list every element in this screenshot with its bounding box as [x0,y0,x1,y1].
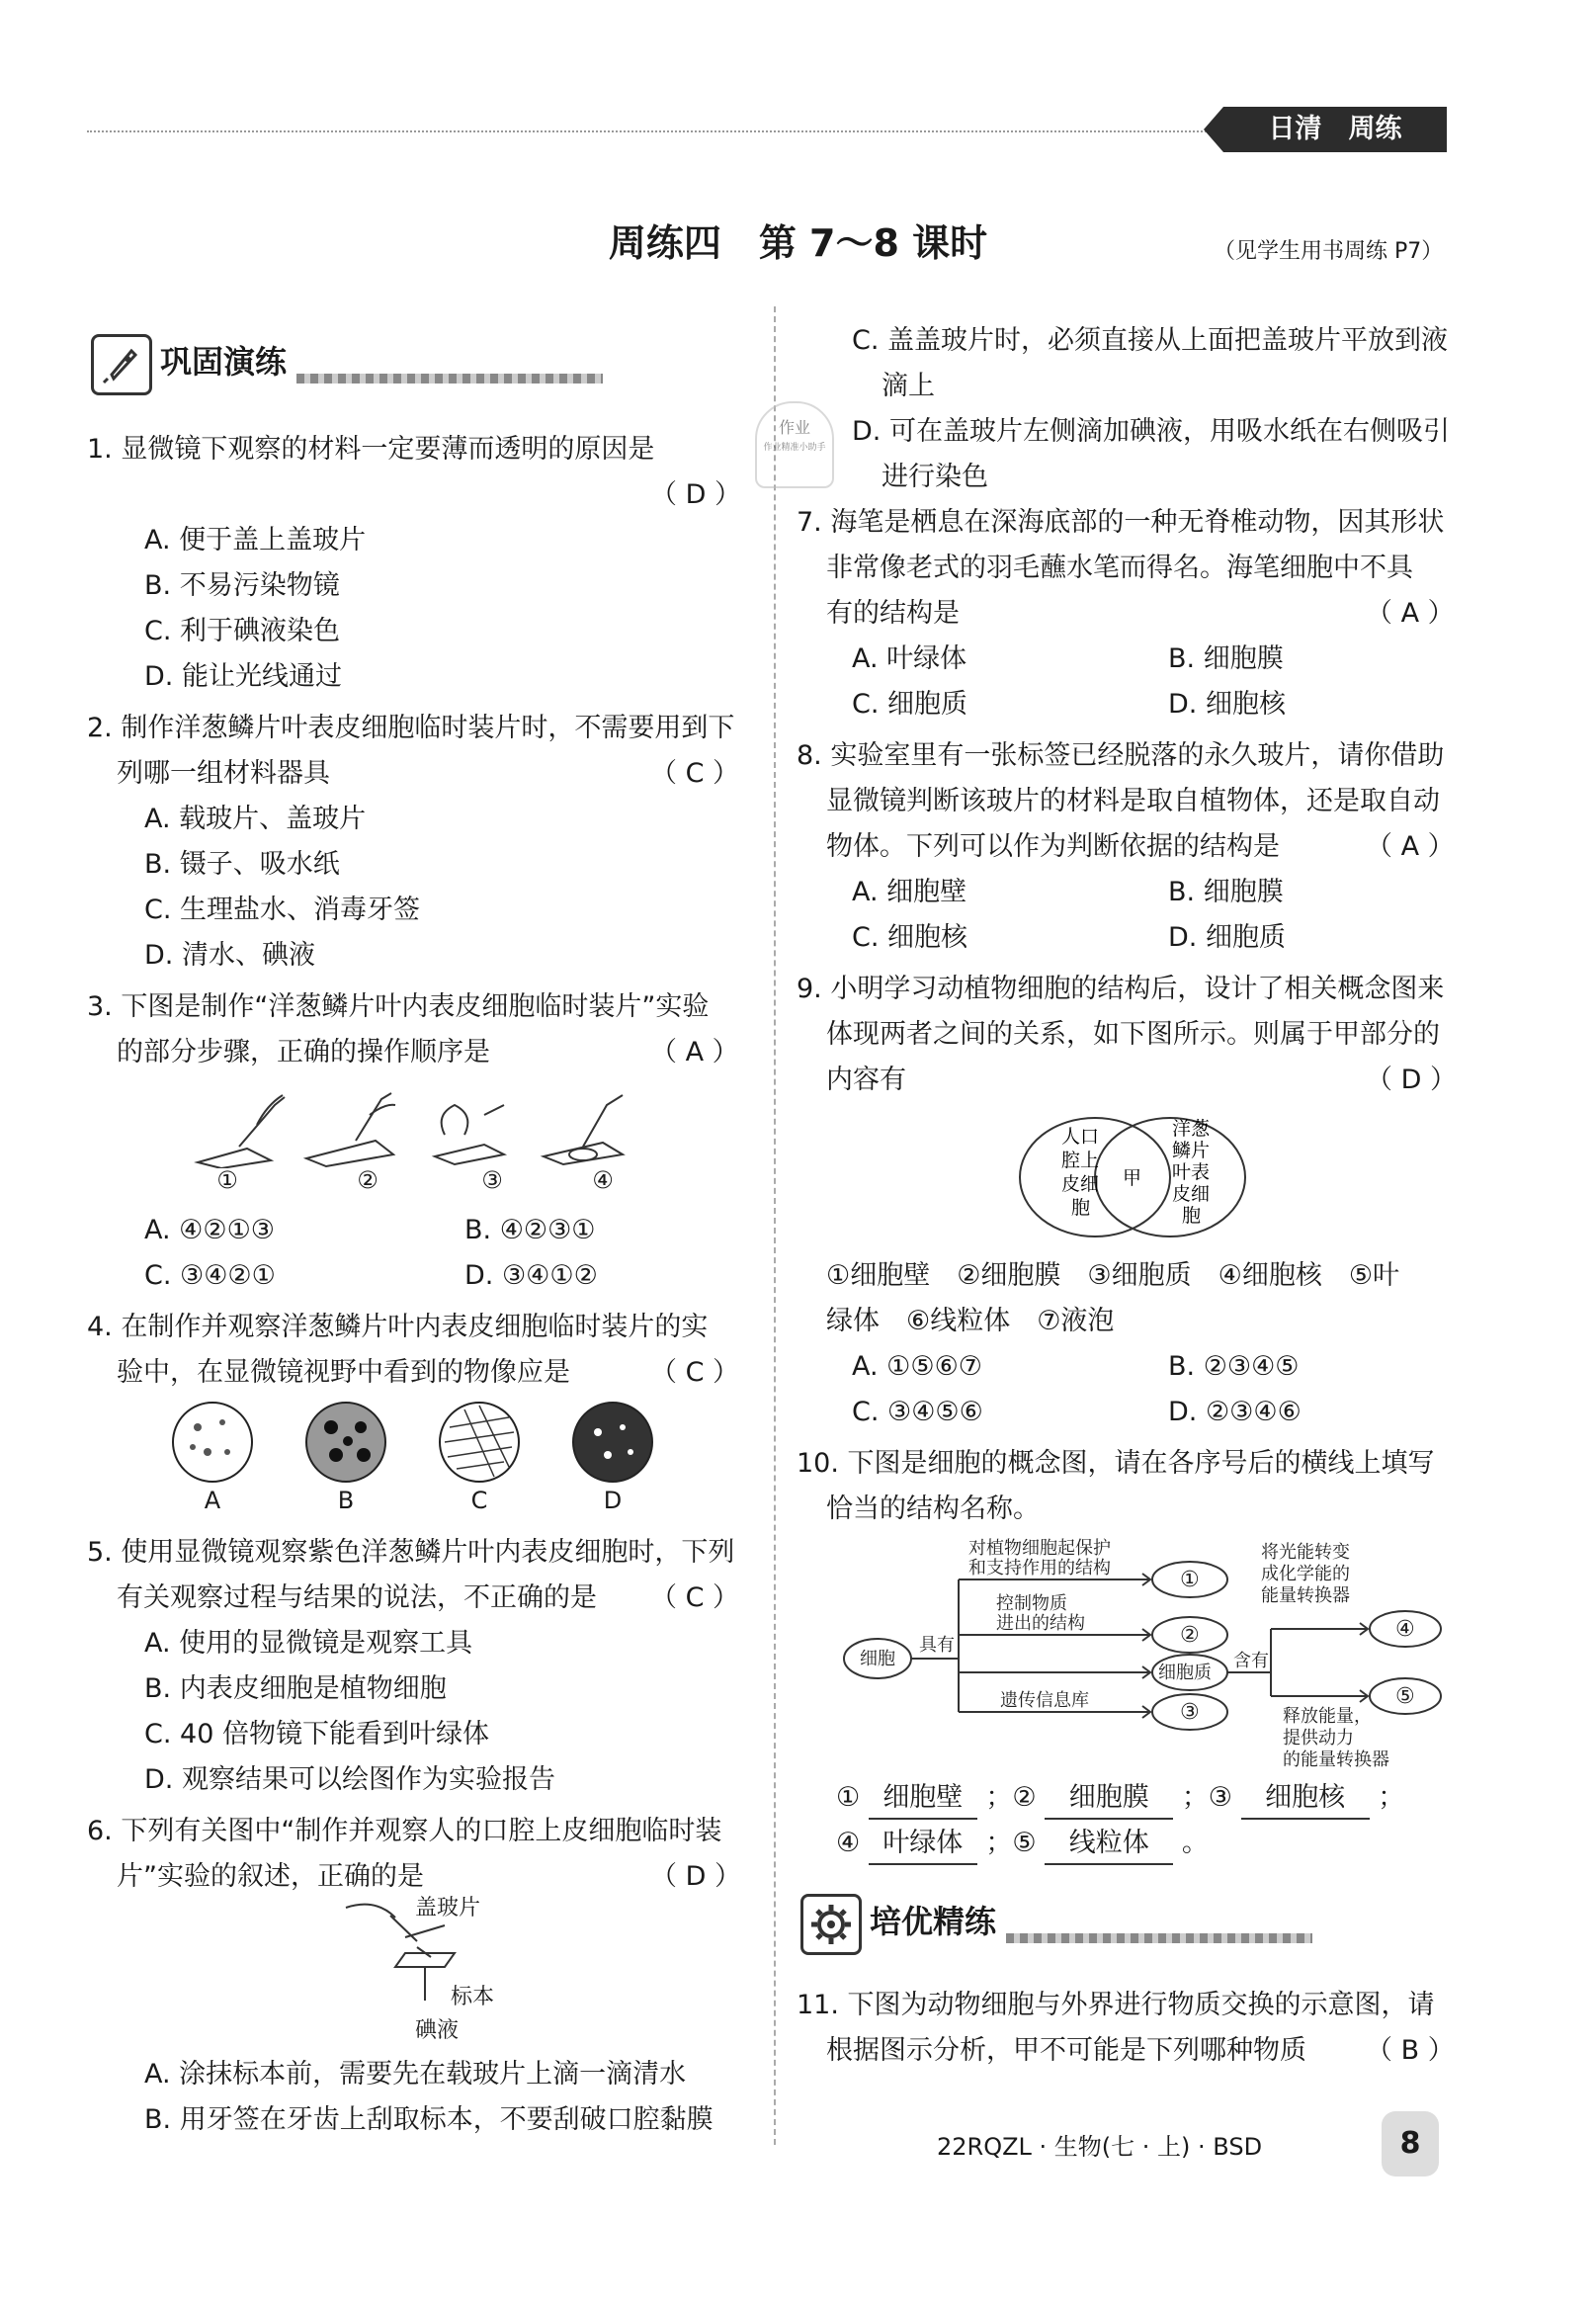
venn-left-line-2: 腔上 [1061,1150,1100,1171]
q2-option-c: C. 生理盐水、消毒牙签 [144,895,421,925]
q7-stem-3: 有的结构是 [826,598,960,629]
venn-left-line-1: 人口 [1061,1126,1100,1148]
q2-stem-1: 2. 制作洋葱鳞片叶表皮细胞临时装片时，不需要用到下 [87,713,735,743]
venn-right-line-2: 鳞片 [1172,1140,1211,1161]
reference-note: （见学生用书周练 P7） [1214,239,1444,264]
q8-option-c: C. 细胞核 [852,922,968,953]
section-bar-2 [1006,1933,1312,1943]
venn-left-line-4: 胞 [1071,1197,1091,1219]
label-n5: ⑤ [1395,1684,1415,1709]
q5-option-c: C. 40 倍物镜下能看到叶绿体 [144,1719,489,1749]
q3-option-b: B. ④②③① [464,1215,596,1245]
q3-fig-label-1: ① [216,1166,238,1194]
fill-label-5: ；⑤ [985,1828,1037,1858]
header-chevron [1204,107,1223,152]
q1-option-a: A. 便于盖上盖玻片 [144,525,367,555]
q6-option-c-cont: 滴上 [882,371,935,401]
footer-code: 22RQZL · 生物(七 · 上) · BSD [937,2133,1263,2161]
venn-right-line-3: 叶表 [1172,1161,1211,1183]
q10-concept-map [842,1534,1445,1773]
q4-fig-label-d: D [603,1487,623,1514]
fill-answer-3: 细胞核 [1241,1778,1370,1820]
q9-answer: （ D ） [1366,1065,1457,1095]
q10-stem-1: 10. 下图是细胞的概念图，请在各序号后的横线上填写 [797,1448,1435,1479]
q4-answer: （ C ） [650,1357,740,1388]
q8-stem-2: 显微镜判断该玻片的材料是取自植物体，还是取自动 [826,786,1440,816]
q5-stem-2: 有关观察过程与结果的说法，不正确的是 [117,1582,597,1613]
fill-label-2: ；② [985,1782,1037,1813]
q1-option-b: B. 不易污染物镜 [144,570,340,601]
q10-fill-row-1 [836,1775,1404,1821]
q7-stem-2: 非常像老式的羽毛蘸水笔而得名。海笔细胞中不具 [826,553,1413,583]
q6-option-b: B. 用牙签在牙齿上刮取标本，不要刮破口腔黏膜 [144,2104,714,2135]
q8-stem-3: 物体。下列可以作为判断依据的结构是 [826,831,1280,862]
q9-option-b: B. ②③④⑤ [1168,1351,1300,1382]
venn-right-line-1: 洋葱 [1172,1118,1211,1140]
q4-fig-label-b: B [337,1487,355,1514]
q6-answer: （ D ） [650,1861,741,1892]
label-n3: ③ [1180,1700,1200,1725]
label-r2b: 提供动力 [1283,1728,1354,1749]
section-bar-1 [296,374,603,384]
q2-option-a: A. 载玻片、盖玻片 [144,804,367,834]
fill-label-1: ① [836,1782,861,1813]
label-b1a: 对植物细胞起保护 [968,1538,1111,1559]
fill-answer-2: 细胞膜 [1045,1778,1173,1820]
q7-option-b: B. 细胞膜 [1168,643,1284,674]
fill-label-3: ；③ [1181,1782,1233,1813]
q11-answer: （ B ） [1366,2035,1455,2066]
column-divider [774,306,776,2145]
fill-answer-4: 叶绿体 [869,1824,977,1865]
q9-venn-diagram [1014,1113,1251,1241]
q11-stem-1: 11. 下图为动物细胞与外界进行物质交换的示意图，请 [797,1990,1435,2020]
page-title: 周练四 第 7～8 课时 [608,221,988,265]
section-title-2: 培优精练 [870,1903,997,1940]
page-number: 8 [1382,2111,1439,2176]
header-tab: 日清 周练 [1223,107,1447,152]
q7-option-d: D. 细胞核 [1168,689,1286,720]
venn-right-line-5: 胞 [1182,1205,1202,1227]
label-b2b: 进出的结构 [996,1613,1085,1634]
label-b3: 遗传信息库 [1000,1690,1089,1711]
q5-option-d: D. 观察结果可以绘图作为实验报告 [144,1764,555,1795]
q10-fill-row-2 [836,1821,1209,1866]
q3-option-d: D. ③④①② [464,1260,598,1291]
stamp-line-2: 作业精准小助手 [763,443,826,453]
q1-option-d: D. 能让光线通过 [144,661,342,692]
q8-stem-1: 8. 实验室里有一张标签已经脱落的永久玻片，请你借助 [797,740,1445,771]
q4-fig-label-a: A [204,1487,221,1514]
q8-option-d: D. 细胞质 [1168,922,1286,953]
venn-right-line-4: 皮细 [1172,1183,1211,1205]
venn-left-line-3: 皮细 [1061,1173,1100,1195]
stamp-line-1: 作业 [778,418,810,437]
q2-answer: （ C ） [650,758,740,789]
q3-stem-1: 3. 下图是制作“洋葱鳞片叶内表皮细胞临时装片”实验 [87,991,710,1022]
fill-answer-5: 线粒体 [1045,1824,1173,1865]
q3-steps-figure [188,1085,662,1168]
q2-option-b: B. 镊子、吸水纸 [144,849,340,880]
label-n4: ④ [1395,1617,1415,1642]
q7-stem-1: 7. 海笔是栖息在深海底部的一种无脊椎动物，因其形状 [797,507,1445,538]
q6-option-c: C. 盖盖玻片时，必须直接从上面把盖玻片平放到液 [852,325,1449,356]
fill-label-4: ④ [836,1828,861,1858]
label-r2a: 释放能量， [1283,1706,1372,1727]
q5-option-a: A. 使用的显微镜是观察工具 [144,1628,473,1659]
fill-answer-1: 细胞壁 [869,1778,977,1820]
q11-stem-2: 根据图示分析，甲不可能是下列哪种物质 [826,2035,1306,2066]
q6-option-a: A. 涂抹标本前，需要先在载玻片上滴一滴清水 [144,2059,687,2090]
q9-stem-3: 内容有 [826,1065,906,1095]
q9-stem-2: 体现两者之间的关系，如下图所示。则属于甲部分的 [826,1019,1440,1050]
label-n2: ② [1180,1623,1200,1648]
label-contains: 含有 [1233,1651,1269,1671]
q5-answer: （ C ） [650,1582,740,1613]
q3-stem-2: 的部分步骤，正确的操作顺序是 [117,1037,490,1067]
q6-stem-1: 6. 下列有关图中“制作并观察人的口腔上皮细胞临时装 [87,1816,722,1846]
label-b2a: 控制物质 [996,1593,1067,1614]
q4-fig-label-c: C [470,1487,488,1514]
q3-fig-label-3: ③ [481,1166,503,1194]
q2-option-d: D. 清水、碘液 [144,940,315,971]
homework-stamp [755,401,834,488]
label-r1b: 成化学能的 [1261,1564,1350,1584]
q1-option-c: C. 利于碘液染色 [144,616,341,646]
q8-answer: （ A ） [1366,831,1455,862]
label-r1a: 将光能转变 [1261,1542,1350,1563]
q3-option-a: A. ④②①③ [144,1215,275,1245]
venn-middle: 甲 [1123,1167,1142,1189]
q5-stem-1: 5. 使用显微镜观察紫色洋葱鳞片叶内表皮细胞时，下列 [87,1537,735,1568]
q5-option-b: B. 内表皮细胞是植物细胞 [144,1673,447,1704]
q2-stem-2: 列哪一组材料器具 [117,758,330,789]
q10-stem-2: 恰当的结构名称。 [826,1493,1040,1524]
q1-stem: 1. 显微镜下观察的材料一定要薄而透明的原因是 [87,434,655,465]
rocket-icon [91,334,152,395]
q7-option-a: A. 叶绿体 [852,643,967,674]
section-title-1: 巩固演练 [160,343,288,381]
q8-option-a: A. 细胞壁 [852,877,967,907]
q4-stem-2: 验中，在显微镜视野中看到的物像应是 [117,1357,570,1388]
fill-end-5: 。 [1181,1828,1209,1858]
q7-option-c: C. 细胞质 [852,689,968,720]
header-rule [87,130,1214,132]
q3-fig-label-2: ② [357,1166,378,1194]
q9-option-d: D. ②③④⑥ [1168,1397,1302,1427]
q9-list-1: ①细胞壁 ②细胞膜 ③细胞质 ④细胞核 ⑤叶 [826,1260,1400,1291]
q6-label-specimen: 标本 [451,1985,495,2009]
q4-micrograph-figure [168,1398,662,1487]
fill-end-3: ； [1378,1782,1405,1813]
q8-option-b: B. 细胞膜 [1168,877,1284,907]
q4-stem-1: 4. 在制作并观察洋葱鳞片叶内表皮细胞临时装片的实 [87,1312,709,1342]
label-r1c: 能量转换器 [1261,1585,1350,1606]
q3-answer: （ A ） [650,1037,739,1067]
q6-label-iodine: 碘液 [415,2018,460,2043]
q9-option-c: C. ③④⑤⑥ [852,1397,983,1427]
q6-option-d-cont: 进行染色 [882,462,988,492]
label-n1: ① [1180,1568,1200,1592]
q1-answer: （ D ） [650,479,741,510]
gear-icon [800,1894,862,1955]
q6-option-d: D. 可在盖玻片左侧滴加碘液，用吸水纸在右侧吸引 [852,416,1450,447]
label-has: 具有 [919,1635,955,1656]
q3-option-c: C. ③④②① [144,1260,276,1291]
q3-fig-label-4: ④ [592,1166,614,1194]
q9-option-a: A. ①⑤⑥⑦ [852,1351,982,1382]
q9-stem-1: 9. 小明学习动植物细胞的结构后，设计了相关概念图来 [797,974,1445,1004]
q6-label-coverslip: 盖玻片 [415,1896,481,1920]
q7-answer: （ A ） [1366,598,1455,629]
label-cell: 细胞 [860,1649,895,1669]
label-r2c: 的能量转换器 [1283,1749,1389,1770]
label-cytoplasm: 细胞质 [1158,1663,1212,1683]
label-b1b: 和支持作用的结构 [968,1558,1111,1579]
q9-list-2: 绿体 ⑥线粒体 ⑦液泡 [826,1306,1115,1336]
q6-stem-2: 片”实验的叙述，正确的是 [117,1861,424,1892]
